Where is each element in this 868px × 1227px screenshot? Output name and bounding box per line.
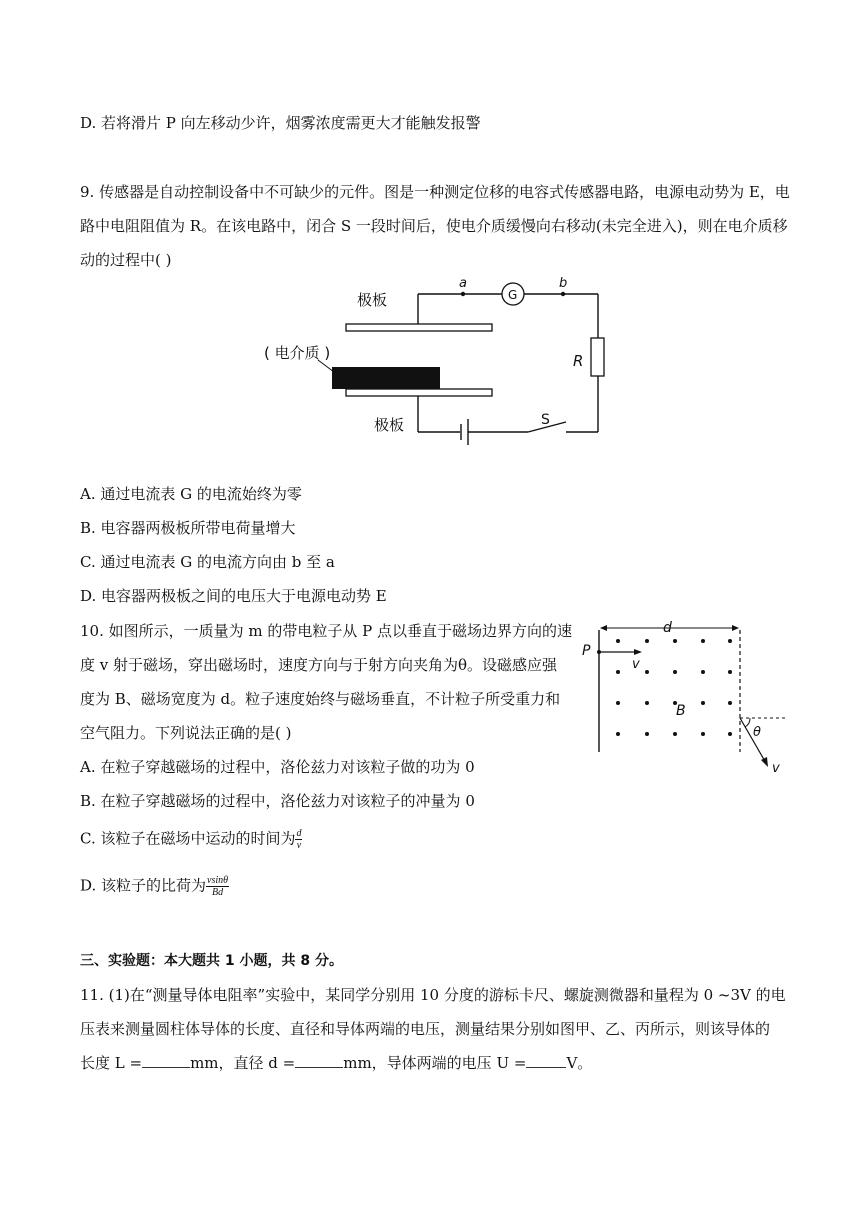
q10-stem-line-1: 10. 如图所示，一质量为 m 的带电粒子从 P 点以垂直于磁场边界方向的速 <box>80 622 573 640</box>
q8-option-d: D. 若将滑片 P 向左移动少许，烟雾浓度需更大才能触发报警 <box>80 114 481 132</box>
q9-stem-line-3: 动的过程中( ) <box>80 251 172 269</box>
magnetic-field-diagram <box>580 610 790 780</box>
q11-length-label: 长度 L = <box>80 1054 143 1072</box>
field-label-b: B <box>676 703 686 719</box>
q9-option-d: D. 电容器两极板之间的电压大于电源电动势 E <box>80 587 387 605</box>
dielectric-label: ( 电介质 ) <box>264 344 331 362</box>
voltage-answer-blank[interactable] <box>526 1053 566 1068</box>
q10-stem-line-3: 度为 B、磁场宽度为 d。粒子速度始终与磁场垂直，不计粒子所受重力和 <box>80 690 561 708</box>
q10-stem-line-2: 度 v 射于磁场，穿出磁场时，速度方向与于射方向夹角为θ。设磁感应强 <box>80 656 558 674</box>
q9-option-c: C. 通过电流表 G 的电流方向由 b 至 a <box>80 553 335 571</box>
width-label-d: d <box>663 620 672 636</box>
q10-option-c-text: C. 该粒子在磁场中运动的时间为 <box>80 829 296 848</box>
q11-unit-v: V。 <box>566 1054 593 1072</box>
q10-stem-line-4: 空气阻力。下列说法正确的是( ) <box>80 724 292 742</box>
q10-option-c <box>80 828 302 851</box>
q10-option-d-text: D. 该粒子的比荷为 <box>80 876 207 895</box>
diameter-answer-blank[interactable] <box>295 1053 343 1068</box>
q10-option-d-fraction: $\frac{vsin\theta}{Bd}$ <box>207 875 229 898</box>
capacitor-sensor-circuit-diagram <box>0 0 868 460</box>
velocity-label: v <box>632 657 640 672</box>
bottom-plate-label: 极板 <box>374 416 405 434</box>
q11-line-3 <box>80 1053 592 1073</box>
field-dots <box>616 639 732 736</box>
q9-stem-line-2: 路中电阻阻值为 R。在该电路中，闭合 S 一段时间后，使电介质缓慢向右移动(未完全进入)，则在电介质移 <box>80 217 788 235</box>
top-plate-label: 极板 <box>357 291 388 309</box>
point-p-label: P <box>582 643 591 659</box>
length-answer-blank[interactable] <box>142 1053 190 1068</box>
galvanometer-label: G <box>508 288 518 302</box>
q11-line-2: 压表来测量圆柱体导体的长度、直径和导体两端的电压，测量结果分别如图甲、乙、丙所示，则该导体的 <box>80 1020 771 1038</box>
section-3-heading: 三、实验题：本大题共 1 小题，共 8 分。 <box>80 953 343 969</box>
q10-option-c-fraction: $\frac{d}{v}$ <box>296 828 302 851</box>
dielectric-block <box>332 367 440 389</box>
switch-label: S <box>541 412 550 428</box>
exit-velocity-label: v <box>772 761 780 776</box>
top-plate <box>346 324 492 331</box>
q11-voltage-label: mm，导体两端的电压 U = <box>343 1054 527 1072</box>
q9-option-b: B. 电容器两极板所带电荷量增大 <box>80 519 296 537</box>
q10-option-b: B. 在粒子穿越磁场的过程中，洛伦兹力对该粒子的冲量为 0 <box>80 792 475 810</box>
node-b-label: b <box>559 276 568 291</box>
node-a-label: a <box>459 276 467 291</box>
resistor <box>591 338 604 376</box>
resistor-label: R <box>573 352 584 370</box>
q9-stem-line-1: 9. 传感器是自动控制设备中不可缺少的元件。图是一种测定位移的电容式传感器电路，电源电动势为 E，电 <box>80 183 790 201</box>
q10-option-a: A. 在粒子穿越磁场的过程中，洛伦兹力对该粒子做的功为 0 <box>80 758 475 776</box>
angle-theta-label: θ <box>753 725 761 740</box>
bottom-plate <box>346 389 492 396</box>
q10-option-d <box>80 875 229 898</box>
q11-diameter-label: mm，直径 d = <box>190 1054 296 1072</box>
q9-option-a: A. 通过电流表 G 的电流始终为零 <box>80 485 302 503</box>
q11-line-1: 11. (1)在“测量导体电阻率”实验中，某同学分别用 10 分度的游标卡尺、螺旋测微器和量程为 0 ~3V 的电 <box>80 986 786 1004</box>
